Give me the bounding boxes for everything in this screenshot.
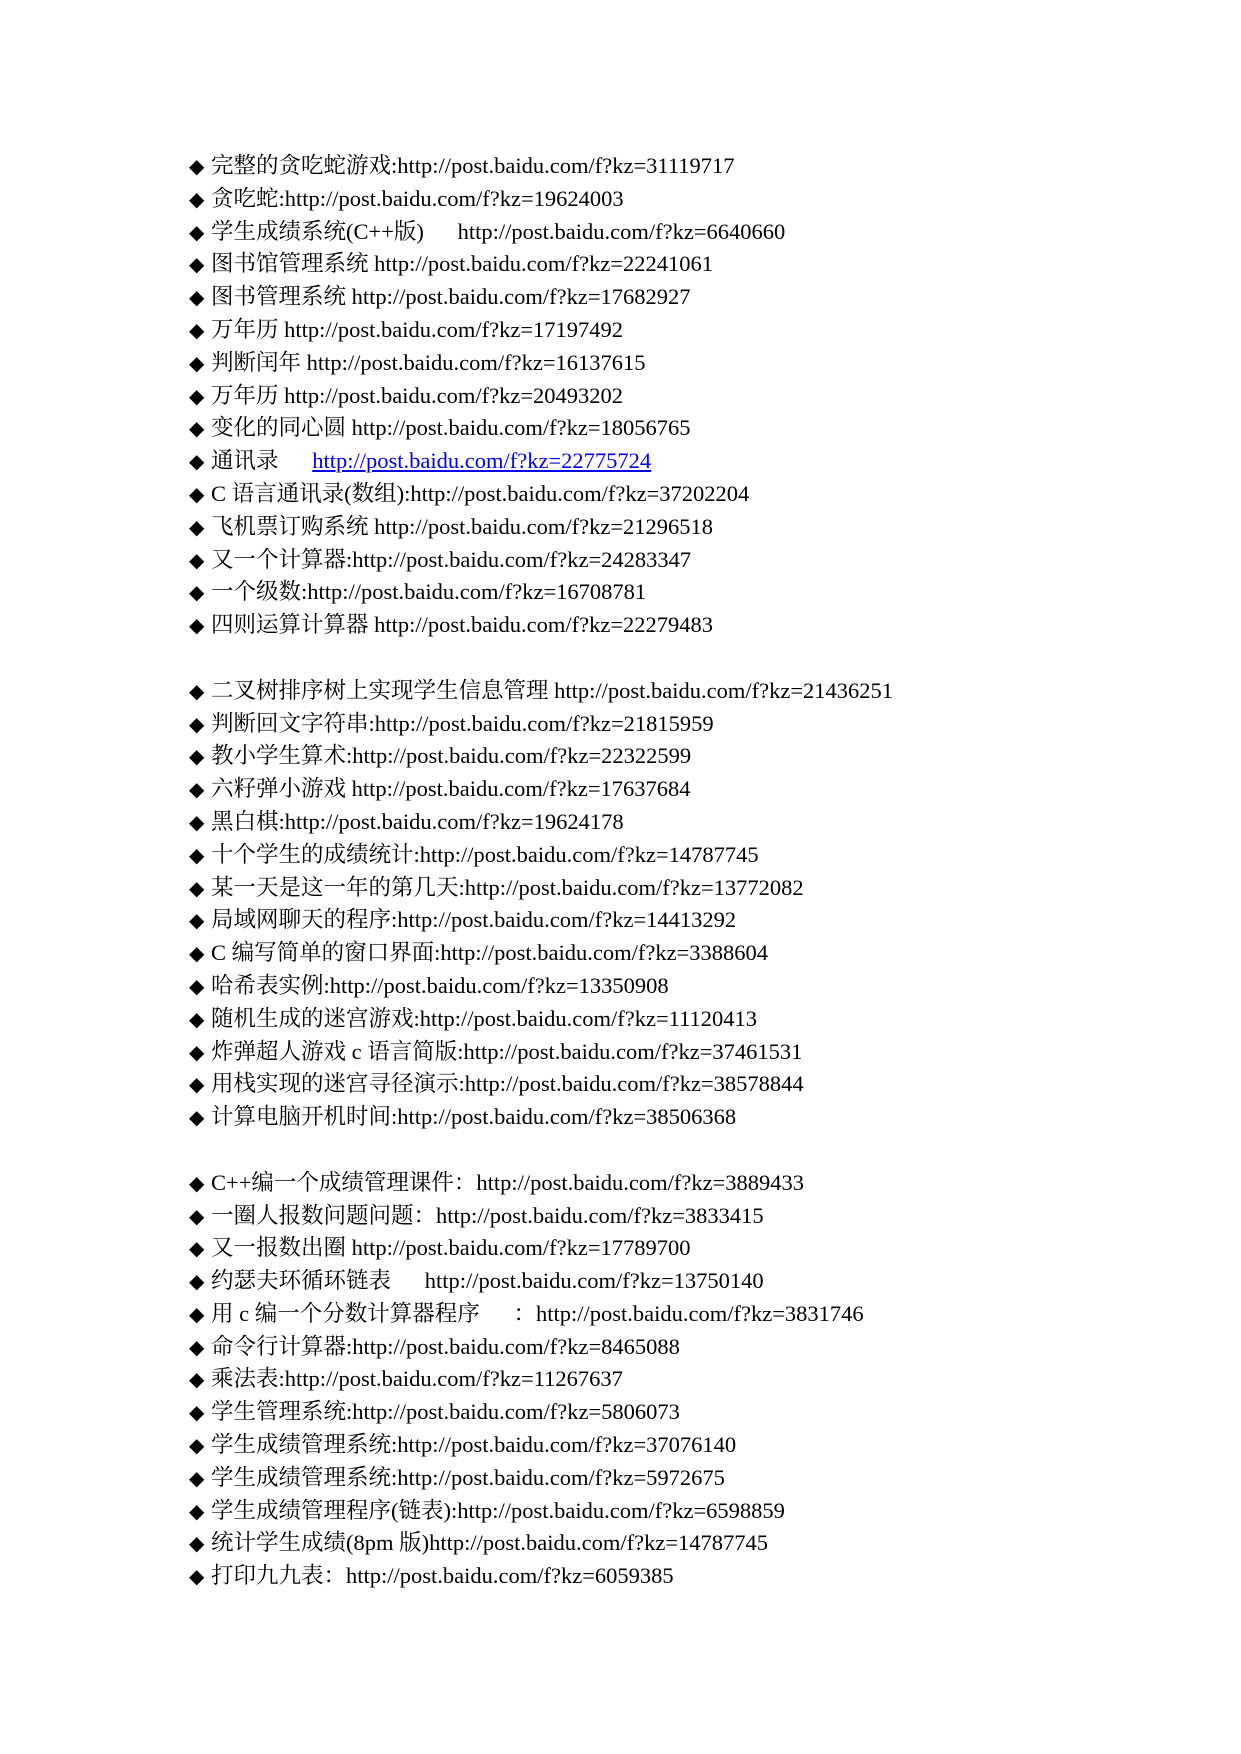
list-item: [189, 839, 1189, 872]
diamond-bullet-icon: ◆: [189, 514, 205, 539]
item-url: http://post.baidu.com/f?kz=11267637: [284, 1366, 623, 1392]
item-url: http://post.baidu.com/f?kz=22279483: [374, 612, 714, 638]
item-label: 万年历: [211, 382, 279, 408]
item-url: http://post.baidu.com/f?kz=3833415: [436, 1202, 764, 1228]
item-label: 学生管理系统:: [211, 1399, 353, 1425]
diamond-bullet-icon: ◆: [189, 1334, 205, 1359]
item-url: http://post.baidu.com/f?kz=13772082: [464, 874, 804, 900]
item-label: 四则运算计算器: [211, 612, 369, 638]
diamond-bullet-icon: ◆: [189, 1531, 205, 1556]
list-item: [189, 904, 1189, 937]
item-label: C 语言通讯录(数组):: [211, 480, 411, 506]
diamond-bullet-icon: ◆: [189, 809, 205, 834]
diamond-bullet-icon: ◆: [189, 1105, 205, 1130]
diamond-bullet-icon: ◆: [189, 973, 205, 998]
diamond-bullet-icon: ◆: [189, 908, 205, 933]
item-separator: [424, 219, 458, 244]
item-url: http://post.baidu.com/f?kz=16708781: [307, 579, 647, 605]
list-item: [189, 708, 1189, 741]
item-label: 判断闰年: [211, 349, 302, 375]
diamond-bullet-icon: ◆: [189, 1006, 205, 1031]
item-label: 打印九九表：: [211, 1563, 347, 1589]
item-url: http://post.baidu.com/f?kz=14787745: [429, 1530, 769, 1556]
item-url: http://post.baidu.com/f?kz=38506368: [397, 1104, 737, 1130]
list-item: [189, 1429, 1189, 1462]
section-spacer: [189, 1134, 1189, 1167]
list-item: [189, 970, 1189, 1003]
item-label: 通讯录: [211, 448, 279, 474]
item-url: http://post.baidu.com/f?kz=37202204: [410, 480, 750, 506]
list-item: [189, 1167, 1189, 1200]
item-label: 计算电脑开机时间:: [211, 1104, 398, 1130]
list-item: [189, 675, 1189, 708]
list-item: [189, 1200, 1189, 1233]
item-url: http://post.baidu.com/f?kz=6598859: [457, 1497, 785, 1523]
diamond-bullet-icon: ◆: [189, 1039, 205, 1064]
item-label: 又一个计算器:: [211, 546, 353, 572]
diamond-bullet-icon: ◆: [189, 777, 205, 802]
diamond-bullet-icon: ◆: [189, 1236, 205, 1261]
item-url: http://post.baidu.com/f?kz=17682927: [351, 284, 691, 310]
item-url: http://post.baidu.com/f?kz=22241061: [374, 251, 714, 277]
item-label: 教小学生算术:: [211, 743, 353, 769]
item-url: http://post.baidu.com/f?kz=3388604: [440, 940, 769, 966]
list-item: [189, 937, 1189, 970]
item-url: http://post.baidu.com/f?kz=11120413: [419, 1005, 757, 1031]
item-url: http://post.baidu.com/f?kz=21436251: [554, 677, 894, 703]
diamond-bullet-icon: ◆: [189, 580, 205, 605]
item-label: 万年历: [211, 316, 279, 342]
item-label: 黑白棋:: [211, 808, 285, 834]
item-label: 十个学生的成绩统计:: [211, 841, 420, 867]
diamond-bullet-icon: ◆: [189, 186, 205, 211]
item-label: 完整的贪吃蛇游戏:: [211, 153, 398, 178]
list-item: [189, 773, 1189, 806]
diamond-bullet-icon: ◆: [189, 678, 205, 703]
item-label: 判断回文字符串:: [211, 710, 375, 736]
link-section: [189, 150, 1189, 642]
diamond-bullet-icon: ◆: [189, 1269, 205, 1294]
diamond-bullet-icon: ◆: [189, 1072, 205, 1097]
item-label: 学生成绩管理系统:: [211, 1432, 398, 1458]
item-url: http://post.baidu.com/f?kz=13750140: [424, 1268, 764, 1294]
list-item: [189, 380, 1189, 413]
list-item: [189, 544, 1189, 577]
list-item: [189, 511, 1189, 544]
diamond-bullet-icon: ◆: [189, 1367, 205, 1392]
diamond-bullet-icon: ◆: [189, 875, 205, 900]
item-url: http://post.baidu.com/f?kz=14413292: [397, 907, 737, 933]
item-label: 变化的同心圆: [211, 415, 347, 441]
item-url: http://post.baidu.com/f?kz=19624178: [284, 808, 624, 834]
item-url: http://post.baidu.com/f?kz=8465088: [352, 1333, 680, 1359]
item-label: 用 c 编一个分数计算器程序: [211, 1300, 480, 1326]
item-label: 图书管理系统: [211, 284, 347, 310]
list-item: [189, 1331, 1189, 1364]
item-label: 用栈实现的迷宫寻径演示:: [211, 1071, 465, 1097]
item-separator: [391, 1268, 425, 1293]
item-label: C 编写简单的窗口界面:: [211, 940, 441, 966]
item-url: http://post.baidu.com/f?kz=24283347: [352, 546, 692, 572]
item-label: 命令行计算器:: [211, 1333, 353, 1359]
item-url: http://post.baidu.com/f?kz=38578844: [464, 1071, 804, 1097]
item-label: 二叉树排序树上实现学生信息管理: [211, 677, 549, 703]
diamond-bullet-icon: ◆: [189, 547, 205, 572]
item-label: 约瑟夫环循环链表: [211, 1268, 392, 1294]
diamond-bullet-icon: ◆: [189, 711, 205, 736]
item-separator: ：: [479, 1300, 537, 1326]
item-label: 某一天是这一年的第几天:: [211, 874, 465, 900]
list-item: [189, 412, 1189, 445]
link-section: [189, 1167, 1189, 1593]
list-item: [189, 478, 1189, 511]
list-item: [189, 872, 1189, 905]
list-item: [189, 1068, 1189, 1101]
item-url: http://post.baidu.com/f?kz=18056765: [351, 415, 691, 441]
list-item: [189, 1527, 1189, 1560]
item-label: 炸弹超人游戏 c 语言简版:: [211, 1038, 464, 1064]
list-item: [189, 183, 1189, 216]
item-label: 一个级数:: [211, 579, 308, 605]
diamond-bullet-icon: ◆: [189, 1498, 205, 1523]
item-label: 贪吃蛇:: [211, 185, 285, 211]
item-label: 又一报数出圈: [211, 1235, 347, 1261]
diamond-bullet-icon: ◆: [189, 252, 205, 277]
list-item: [189, 1363, 1189, 1396]
item-url: http://post.baidu.com/f?kz=5806073: [352, 1399, 680, 1425]
list-item: [189, 1298, 1189, 1331]
diamond-bullet-icon: ◆: [189, 416, 205, 441]
item-label: 六籽弹小游戏: [211, 776, 347, 802]
list-item: [189, 576, 1189, 609]
item-url: http://post.baidu.com/f?kz=3831746: [536, 1300, 864, 1326]
item-url: http://post.baidu.com/f?kz=37461531: [463, 1038, 803, 1064]
item-label: 学生成绩系统(C++版): [211, 218, 424, 244]
list-item: [189, 1265, 1189, 1298]
item-url: http://post.baidu.com/f?kz=5972675: [397, 1464, 725, 1490]
hyperlink[interactable]: http://post.baidu.com/f?kz=22775724: [312, 448, 652, 474]
item-url: http://post.baidu.com/f?kz=31119717: [397, 153, 735, 178]
item-url: http://post.baidu.com/f?kz=17789700: [351, 1235, 691, 1261]
list-item: [189, 1396, 1189, 1429]
list-item: [189, 216, 1189, 249]
item-url: http://post.baidu.com/f?kz=37076140: [397, 1432, 737, 1458]
list-item: [189, 281, 1189, 314]
item-label: 哈希表实例:: [211, 972, 330, 998]
item-url: http://post.baidu.com/f?kz=14787745: [419, 841, 759, 867]
list-item: [189, 445, 1189, 478]
document-page: [189, 150, 1189, 1593]
section-spacer: [189, 642, 1189, 675]
item-url: http://post.baidu.com/f?kz=6640660: [457, 218, 786, 244]
diamond-bullet-icon: ◆: [189, 1433, 205, 1458]
item-label: 图书馆管理系统: [211, 251, 369, 277]
link-section: [189, 675, 1189, 1134]
item-url: http://post.baidu.com/f?kz=6059385: [346, 1563, 674, 1589]
list-item: [189, 806, 1189, 839]
diamond-bullet-icon: ◆: [189, 449, 205, 474]
diamond-bullet-icon: ◆: [189, 1203, 205, 1228]
diamond-bullet-icon: ◆: [189, 350, 205, 375]
item-label: 统计学生成绩(8pm 版): [211, 1530, 430, 1556]
list-item: [189, 1232, 1189, 1265]
item-label: 学生成绩管理系统:: [211, 1464, 398, 1490]
item-url: http://post.baidu.com/f?kz=22322599: [352, 743, 692, 769]
diamond-bullet-icon: ◆: [189, 317, 205, 342]
item-separator: [279, 448, 313, 473]
diamond-bullet-icon: ◆: [189, 842, 205, 867]
item-url: http://post.baidu.com/f?kz=17637684: [351, 776, 691, 802]
item-label: 学生成绩管理程序(链表):: [211, 1497, 458, 1523]
item-label: 局域网聊天的程序:: [211, 907, 398, 933]
diamond-bullet-icon: ◆: [189, 1301, 205, 1326]
list-item: [189, 1462, 1189, 1495]
item-url: http://post.baidu.com/f?kz=13350908: [329, 972, 669, 998]
item-url: http://post.baidu.com/f?kz=19624003: [284, 185, 624, 211]
list-item: [189, 1495, 1189, 1528]
item-label: 随机生成的迷宫游戏:: [211, 1005, 420, 1031]
list-item: [189, 1003, 1189, 1036]
diamond-bullet-icon: ◆: [189, 613, 205, 638]
list-item: [189, 740, 1189, 773]
item-label: 一圈人报数问题问题：: [211, 1202, 437, 1228]
diamond-bullet-icon: ◆: [189, 1564, 205, 1589]
diamond-bullet-icon: ◆: [189, 941, 205, 966]
list-item: [189, 314, 1189, 347]
list-item: [189, 1560, 1189, 1593]
list-item: [189, 1036, 1189, 1069]
item-url: http://post.baidu.com/f?kz=21296518: [374, 513, 714, 539]
diamond-bullet-icon: ◆: [189, 154, 205, 178]
diamond-bullet-icon: ◆: [189, 383, 205, 408]
list-item: [189, 248, 1189, 281]
diamond-bullet-icon: ◆: [189, 1400, 205, 1425]
item-url: http://post.baidu.com/f?kz=17197492: [284, 316, 624, 342]
item-url: http://post.baidu.com/f?kz=16137615: [306, 349, 646, 375]
list-item: [189, 1101, 1189, 1134]
item-url: http://post.baidu.com/f?kz=3889433: [476, 1169, 805, 1195]
diamond-bullet-icon: ◆: [189, 285, 205, 310]
item-label: 乘法表:: [211, 1366, 285, 1392]
diamond-bullet-icon: ◆: [189, 1170, 205, 1195]
item-label: C++编一个成绩管理课件：: [211, 1169, 477, 1195]
item-url: http://post.baidu.com/f?kz=21815959: [374, 710, 714, 736]
diamond-bullet-icon: ◆: [189, 219, 205, 244]
list-item: [189, 347, 1189, 380]
diamond-bullet-icon: ◆: [189, 481, 205, 506]
diamond-bullet-icon: ◆: [189, 1465, 205, 1490]
item-url: http://post.baidu.com/f?kz=20493202: [284, 382, 624, 408]
item-label: 飞机票订购系统: [211, 513, 369, 539]
diamond-bullet-icon: ◆: [189, 744, 205, 769]
list-item: [189, 609, 1189, 642]
list-item: [189, 150, 1189, 183]
